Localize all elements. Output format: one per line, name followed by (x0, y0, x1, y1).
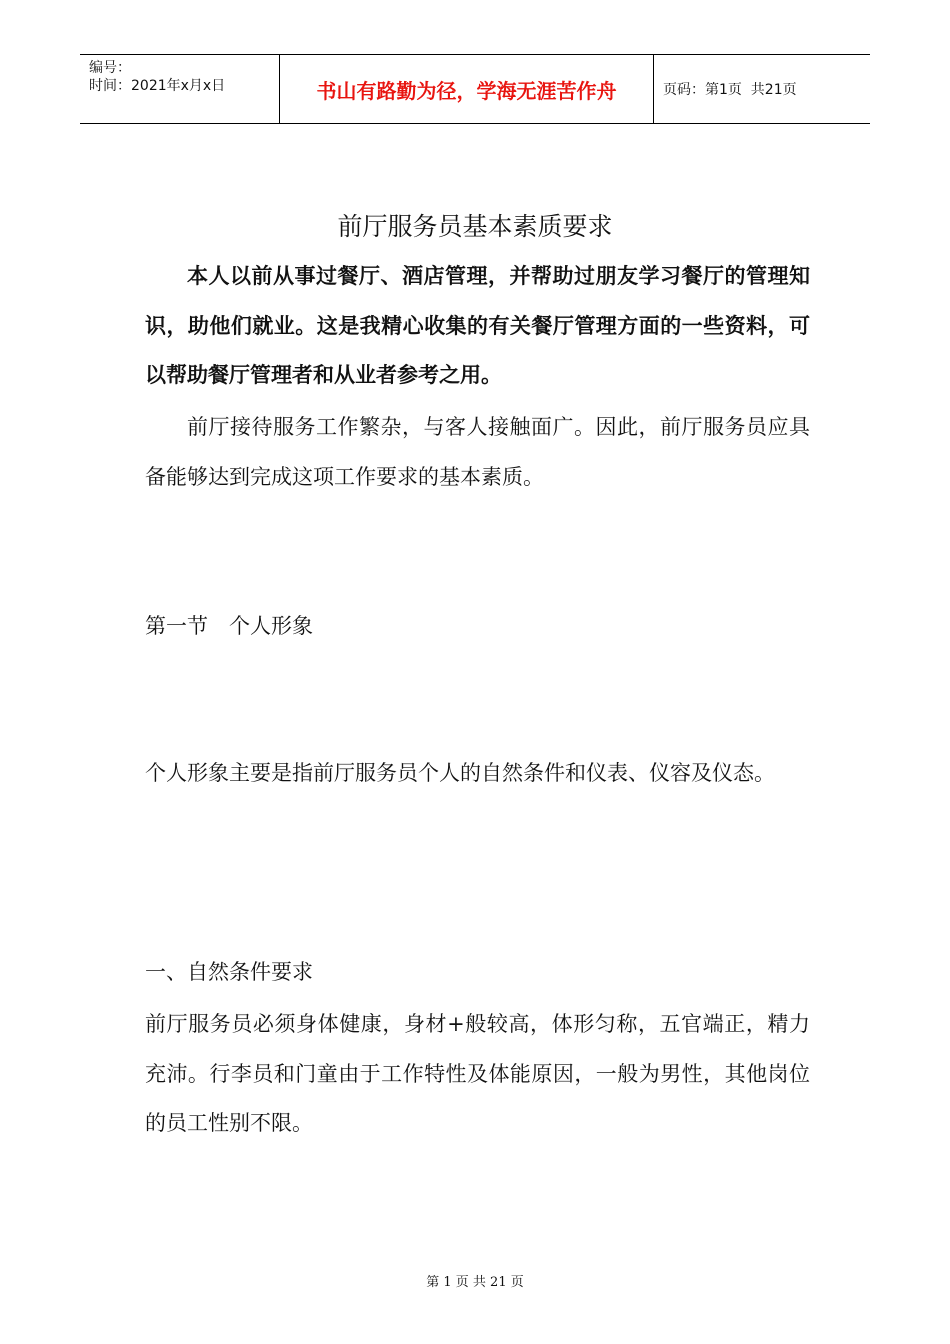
header-page-info: 页码：第1页 共21页 (663, 82, 797, 98)
body-paragraph-1: 前厅接待服务工作繁杂，与客人接触面广。因此，前厅服务员应具备能够达到完成这项工作要求的基本素质。 (145, 415, 810, 489)
page-footer: 第 1 页 共 21 页 (426, 1275, 524, 1290)
time-label: 时间：2021年x月x日 (89, 78, 226, 94)
serial-label: 编号： (89, 60, 131, 76)
section-heading: 第一节 个人形象 (145, 614, 313, 638)
intro-paragraph: 本人以前从事过餐厅、酒店管理，并帮助过朋友学习餐厅的管理知识，助他们就业。这是我精心收集的有关餐厅管理方面的一些资料，可以帮助餐厅管理者和从业者参考之用。 (145, 264, 810, 387)
header-meta (80, 55, 280, 123)
subsection-heading: 一、自然条件要求 (145, 960, 313, 984)
body-paragraph-2: 个人形象主要是指前厅服务员个人的自然条件和仪表、仪容及仪态。 (145, 761, 775, 785)
page-header (80, 54, 870, 124)
body-paragraph-3: 前厅服务员必须身体健康，身材+般较高，体形匀称，五官端正，精力充沛。行李员和门童由于工作特性及体能原因，一般为男性，其他岗位的员工性别不限。 (145, 1012, 810, 1135)
document-title: 前厅服务员基本素质要求 (337, 212, 613, 241)
header-motto: 书山有路勤为径，学海无涯苦作舟 (280, 55, 654, 123)
